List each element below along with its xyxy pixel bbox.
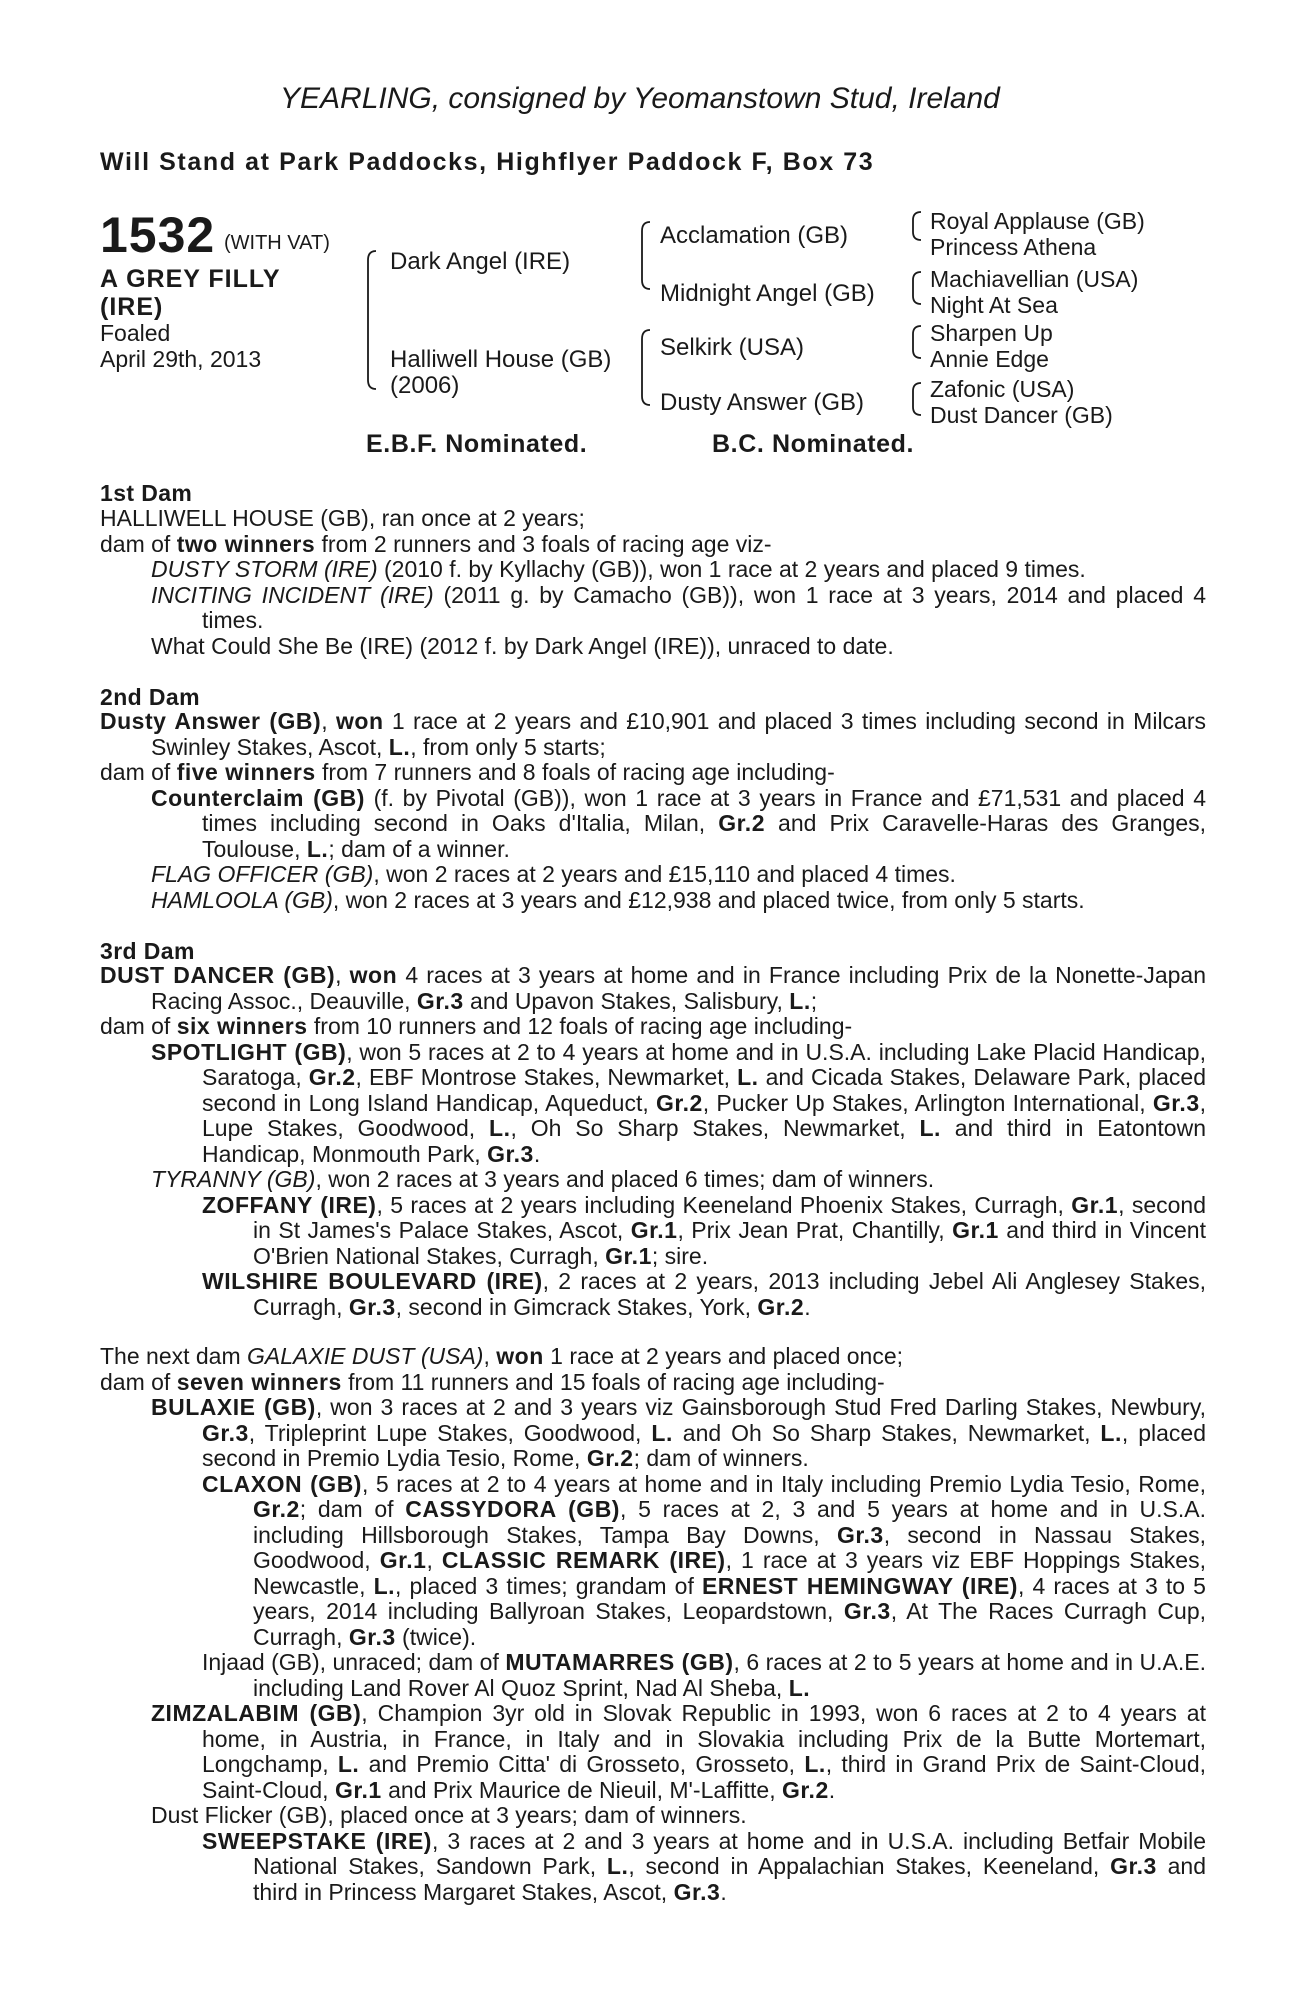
produce-record: Counterclaim (GB) (f. by Pivotal (GB)), won 1 race at 3 years in France and £71,531 and placed 4 times including second in Oaks d'Italia, Milan, Gr.2 and Prix Caravelle-Haras des Granges, Toulouse, L.; dam of a winner. (151, 784, 1206, 862)
sex-description: A GREY FILLY (100, 265, 281, 293)
foaled-date: April 29th, 2013 (100, 346, 262, 372)
second-dam-produce: dam of five winners from 7 runners and 8 foals of racing age including- (100, 759, 835, 785)
produce-record: Dust Flicker (GB), placed once at 3 years; dam of winners. (151, 1802, 747, 1828)
produce-record: What Could She Be (IRE) (2012 f. by Dark Angel (IRE)), unraced to date. (151, 632, 894, 659)
first-dam-section (100, 506, 1206, 659)
produce-record: HAMLOOLA (GB), won 2 races at 3 years and £12,938 and placed twice, from only 5 starts. (151, 886, 1085, 913)
first-dam-heading: 1st Dam (100, 480, 193, 506)
ebf-nomination: E.B.F. Nominated. (366, 430, 588, 458)
fourth-dam-summary: The next dam GALAXIE DUST (USA), won 1 race at 2 years and placed once; (100, 1343, 904, 1369)
produce-record: SPOTLIGHT (GB), won 5 races at 2 to 4 years at home and in U.S.A. including Lake Placid Handicap, Saratoga, Gr.2, EBF Montrose Stakes, Newmarket, L. and Cicada Stakes, Delaware Park, placed second in Long Island Handicap, Aqueduct, Gr.2, Pucker Up Stakes, Arlington International, Gr.3, Lupe Stakes, Goodwood, L., Oh So Sharp Stakes, Newmarket, L. and third in Eatontown Handicap, Monmouth Park, Gr.3. (151, 1038, 1207, 1167)
ancestor-3: Machiavellian (USA) (930, 266, 1139, 292)
fourth-dam-section (100, 1344, 1206, 1905)
third-dam-section (100, 963, 1206, 1320)
bracket-sire (642, 222, 650, 289)
grand-produce-record: WILSHIRE BOULEVARD (IRE), 2 races at 2 years, 2013 including Jebel Ali Anglesey Stakes, Curragh, Gr.3, second in Gimcrack Stakes, York, Gr.2. (202, 1268, 1206, 1320)
country-of-birth: (IRE) (100, 293, 164, 321)
ancestor-4: Night At Sea (930, 292, 1058, 318)
produce-record: INCITING INCIDENT (IRE) (2011 g. by Camacho (GB)), won 1 race at 3 years, 2014 and placed 4 times. (151, 581, 1206, 633)
produce-record: DUSTY STORM (IRE) (2010 f. by Kyllachy (GB)), won 1 race at 2 years and placed 9 times. (151, 556, 1086, 582)
dam-foaling-year: (2006) (390, 372, 460, 399)
produce-record: ZIMZALABIM (GB), Champion 3yr old in Slovak Republic in 1993, won 6 races at 2 to 4 years at home, in Austria, in France, in Italy and in Slovakia including Prix de la Butte Mortemart, Longchamp, L. and Premio Citta' di Grosseto, Grosseto, L., third in Grand Prix de Saint-Cloud, Saint-Cloud, Gr.1 and Prix Maurice de Nieuil, M'-Laffitte, Gr.2. (151, 1700, 1207, 1803)
grand-produce-record: ZOFFANY (IRE), 5 races at 2 years including Keeneland Phoenix Stakes, Curragh, Gr.1, second in St James's Palace Stakes, Ascot, Gr.1, Prix Jean Prat, Chantilly, Gr.1 and third in Vincent O'Brien National Stakes, Curragh, Gr.1; sire. (202, 1191, 1206, 1269)
first-dam-summary: HALLIWELL HOUSE (GB), ran once at 2 years; (100, 505, 585, 531)
bracket-sire-dam (368, 251, 376, 389)
produce-record: FLAG OFFICER (GB), won 2 races at 2 years and £15,110 and placed 4 times. (151, 861, 956, 887)
bracket-dam (642, 330, 650, 405)
sire-dam: Midnight Angel (GB) (660, 280, 875, 307)
grand-produce-record: SWEEPSTAKE (IRE), 3 races at 2 and 3 years at home and in U.S.A. including Betfair Mobile National Stakes, Sandown Park, L., second in Appalachian Stakes, Keeneland, Gr.3 and third in Princess Margaret Stakes, Ascot, Gr.3. (202, 1827, 1207, 1905)
first-dam-produce: dam of two winners from 2 runners and 3 foals of racing age viz- (100, 530, 772, 557)
dam-name: Halliwell House (GB) (390, 346, 612, 373)
ancestor-6: Annie Edge (930, 346, 1049, 372)
third-dam-produce: dam of six winners from 10 runners and 12 foals of racing age including- (100, 1013, 853, 1039)
dam-sire: Selkirk (USA) (660, 334, 805, 361)
ancestor-1: Royal Applause (GB) (930, 208, 1145, 234)
bracket-gen4-1 (913, 212, 921, 240)
bracket-gen4-2 (913, 272, 921, 304)
third-dam-heading: 3rd Dam (100, 938, 195, 964)
ancestor-2: Princess Athena (930, 234, 1097, 260)
ancestor-7: Zafonic (USA) (930, 376, 1075, 402)
vat-note: (WITH VAT) (224, 232, 330, 254)
produce-record: BULAXIE (GB), won 3 races at 2 and 3 years viz Gainsborough Stud Fred Darling Stakes, Newbury, Gr.3, Tripleprint Lupe Stakes, Goodwood, L. and Oh So Sharp Stakes, Newmarket, L., placed second in Premio Lydia Tesio, Rome, Gr.2; dam of winners. (151, 1394, 1206, 1471)
ancestor-8: Dust Dancer (GB) (930, 402, 1113, 428)
bracket-gen4-3 (913, 326, 921, 358)
sire-sire: Acclamation (GB) (660, 222, 849, 249)
fourth-dam-produce: dam of seven winners from 11 runners and 15 foals of racing age including- (100, 1368, 885, 1395)
bracket-gen4-4 (913, 383, 921, 415)
dam-dam: Dusty Answer (GB) (660, 389, 865, 416)
venue-line: Will Stand at Park Paddocks, Highflyer Paddock F, Box 73 (100, 148, 875, 176)
third-dam-summary: DUST DANCER (GB), won 4 races at 3 years at home and in France including Prix de la Nonette-Japan Racing Assoc., Deauville, Gr.3 and Upavon Stakes, Salisbury, L.; (100, 962, 1206, 1014)
second-dam-section (100, 709, 1206, 913)
second-dam-heading: 2nd Dam (100, 684, 200, 710)
second-dam-summary: Dusty Answer (GB), won 1 race at 2 years and £10,901 and placed 3 times including second in Milcars Swinley Stakes, Ascot, L., from only 5 starts; (100, 708, 1207, 760)
bc-nomination: B.C. Nominated. (712, 430, 915, 458)
foaled-label: Foaled (100, 320, 171, 346)
produce-record: TYRANNY (GB), won 2 races at 3 years and placed 6 times; dam of winners. (151, 1166, 935, 1192)
sire-name: Dark Angel (IRE) (390, 248, 571, 275)
catalogue-subtitle: YEARLING, consigned by Yeomanstown Stud, Ireland (280, 82, 1000, 115)
grand-produce-record: CLAXON (GB), 5 races at 2 to 4 years at home and in Italy including Premio Lydia Tesio, Rome, Gr.2; dam of CASSYDORA (GB), 5 races at 2, 3 and 5 years at home and in U.S.A. including Hillsborough Stakes, Tampa Bay Downs, Gr.3, second in Nassau Stakes, Goodwood, Gr.1, CLASSIC REMARK (IRE), 1 race at 3 years viz EBF Hoppings Stakes, Newcastle, L., placed 3 times; grandam of ERNEST HEMINGWAY (IRE), 4 races at 3 to 5 years, 2014 including Ballyroan Stakes, Leopardstown, Gr.3, At The Races Curragh Cup, Curragh, Gr.3 (twice). (202, 1470, 1207, 1650)
lot-number: 1532 (100, 207, 216, 263)
grand-produce-record: Injaad (GB), unraced; dam of MUTAMARRES (GB), 6 races at 2 to 5 years at home and in U.A.E. including Land Rover Al Quoz Sprint, Nad Al Sheba, L. (202, 1649, 1206, 1701)
ancestor-5: Sharpen Up (930, 320, 1053, 346)
